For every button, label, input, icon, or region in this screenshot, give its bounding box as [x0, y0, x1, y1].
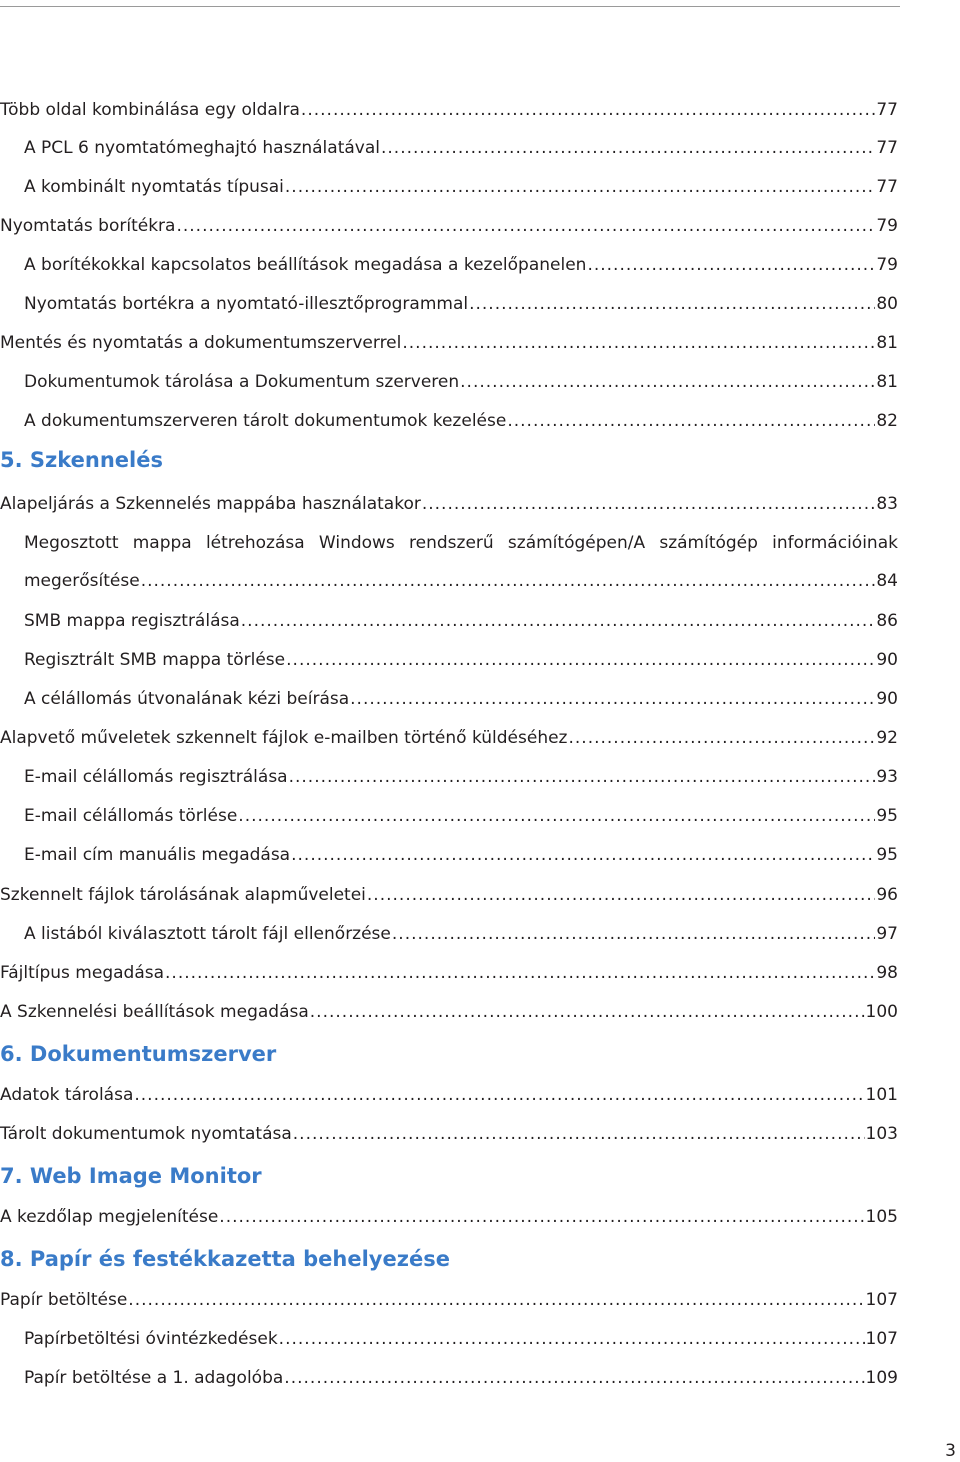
toc-entry-page: 107	[865, 1329, 898, 1349]
toc-entry-title: Papírbetöltési óvintézkedések	[24, 1329, 278, 1349]
toc-entry[interactable]	[24, 251, 898, 279]
toc-entry[interactable]	[24, 173, 898, 201]
dot-leader	[507, 407, 875, 435]
toc-entry[interactable]	[0, 1203, 898, 1231]
toc-entry[interactable]	[0, 96, 898, 124]
toc-entry-title: Nyomtatás borítékra	[0, 216, 176, 236]
toc-entry-title: megerősítése	[24, 571, 140, 591]
toc-entry-page: 109	[865, 1368, 898, 1388]
toc-entry[interactable]	[24, 134, 898, 162]
dot-leader	[301, 96, 875, 124]
dot-leader	[284, 1364, 864, 1392]
toc-entry[interactable]	[0, 212, 898, 240]
toc-entry-page: 105	[865, 1207, 898, 1227]
dot-leader	[381, 134, 875, 162]
toc-entry-page: 98	[876, 963, 898, 983]
toc-entry-page: 86	[876, 611, 898, 631]
dot-leader	[402, 329, 875, 357]
toc-word: létrehozása	[205, 533, 305, 553]
toc-entry-title: SMB mappa regisztrálása	[24, 611, 240, 631]
dot-leader	[367, 881, 875, 909]
toc-entry-title: Adatok tárolása	[0, 1085, 134, 1105]
toc-entry[interactable]	[0, 490, 898, 518]
toc-entry-title: E-mail célállomás törlése	[24, 806, 238, 826]
toc-entry-page: 96	[876, 885, 898, 905]
toc-entry[interactable]	[24, 1364, 898, 1392]
dot-leader	[392, 920, 875, 948]
toc-entry-title: A kombinált nyomtatás típusai	[24, 177, 284, 197]
toc-entry-page: 95	[876, 845, 898, 865]
toc-entry-title: A listából kiválasztott tárolt fájl ellenőrzése	[24, 924, 391, 944]
toc-entry-page: 82	[876, 411, 898, 431]
dot-leader	[587, 251, 875, 279]
toc-entry-page: 84	[876, 571, 898, 591]
dot-leader	[141, 567, 876, 595]
toc-entry-page: 79	[876, 216, 898, 236]
toc-entry[interactable]	[24, 1325, 898, 1353]
toc-entry[interactable]	[24, 763, 898, 791]
toc-entry-title: Szkennelt fájlok tárolásának alapműveletei	[0, 885, 366, 905]
toc-word: Windows	[318, 533, 395, 553]
dot-leader	[128, 1286, 864, 1314]
page-number: 3	[945, 1441, 956, 1461]
toc-entry-page: 77	[876, 177, 898, 197]
header-rule	[0, 6, 900, 7]
toc-entry-page: 107	[865, 1290, 898, 1310]
dot-leader	[285, 173, 875, 201]
toc-entry-page: 90	[876, 689, 898, 709]
toc-entry-title: Tárolt dokumentumok nyomtatása	[0, 1124, 292, 1144]
toc-entry-page: 80	[876, 294, 898, 314]
dot-leader	[134, 1081, 864, 1109]
dot-leader	[219, 1203, 864, 1231]
dot-leader	[568, 724, 875, 752]
toc-entry-page: 83	[876, 494, 898, 514]
toc-entry[interactable]	[0, 1286, 898, 1314]
toc-entry-title: Több oldal kombinálása egy oldalra	[0, 100, 300, 120]
toc-entry[interactable]	[24, 841, 898, 869]
toc-entry-title: Dokumentumok tárolása a Dokumentum szerveren	[24, 372, 460, 392]
toc-entry-page: 100	[865, 1002, 898, 1022]
toc-entry-page: 79	[876, 255, 898, 275]
toc-entry-title: Mentés és nyomtatás a dokumentumszerverrel	[0, 333, 402, 353]
dot-leader	[293, 1120, 865, 1148]
toc-entry-page: 90	[876, 650, 898, 670]
toc-entry[interactable]	[24, 920, 898, 948]
toc-word: információinak	[772, 533, 898, 553]
toc-entry-title: Papír betöltése a 1. adagolóba	[24, 1368, 284, 1388]
dot-leader	[238, 802, 875, 830]
toc-entry-page: 77	[876, 138, 898, 158]
toc-entry[interactable]	[24, 290, 898, 318]
toc-entry-title: Papír betöltése	[0, 1290, 128, 1310]
toc-entry-page: 77	[876, 100, 898, 120]
toc-entry-page: 93	[876, 767, 898, 787]
toc-word: rendszerű	[409, 533, 494, 553]
toc-entry-title: Regisztrált SMB mappa törlése	[24, 650, 286, 670]
toc-entry[interactable]	[0, 998, 898, 1026]
toc-entry-title: Alapeljárás a Szkennelés mappába használatakor	[0, 494, 421, 514]
toc-entry-page: 92	[876, 728, 898, 748]
toc-word: mappa	[132, 533, 192, 553]
toc-entry[interactable]	[0, 881, 898, 909]
toc-entry-title: Nyomtatás bortékra a nyomtató-illesztőprogrammal	[24, 294, 469, 314]
toc-entry-title: A borítékokkal kapcsolatos beállítások megadása a kezelőpanelen	[24, 255, 587, 275]
toc-entry[interactable]	[0, 959, 898, 987]
toc-entry[interactable]	[24, 607, 898, 635]
chapter-heading: 5. Szkennelés	[0, 448, 163, 472]
toc-entry-title: A kezdőlap megjelenítése	[0, 1207, 219, 1227]
toc-entry[interactable]	[24, 368, 898, 396]
chapter-heading: 7. Web Image Monitor	[0, 1164, 262, 1188]
dot-leader	[291, 841, 875, 869]
toc-word: Megosztott	[24, 533, 119, 553]
dot-leader	[469, 290, 875, 318]
toc-entry-page: 95	[876, 806, 898, 826]
dot-leader	[289, 763, 876, 791]
toc-entry-title: Alapvető műveletek szkennelt fájlok e-mailben történő küldéséhez	[0, 728, 568, 748]
toc-entry-title: Fájltípus megadása	[0, 963, 165, 983]
dot-leader	[241, 607, 876, 635]
toc-entry-title: A PCL 6 nyomtatómeghajtó használatával	[24, 138, 380, 158]
dot-leader	[279, 1325, 865, 1353]
toc-entry-title: A Szkennelési beállítások megadása	[0, 1002, 309, 1022]
dot-leader	[310, 998, 865, 1026]
toc-entry-page: 97	[876, 924, 898, 944]
chapter-heading: 6. Dokumentumszerver	[0, 1042, 277, 1066]
dot-leader	[286, 646, 875, 674]
dot-leader	[460, 368, 875, 396]
toc-entry[interactable]	[0, 724, 898, 752]
toc-entry[interactable]	[24, 407, 898, 435]
toc-entry[interactable]	[0, 329, 898, 357]
dot-leader	[165, 959, 875, 987]
toc-entry[interactable]	[24, 567, 898, 595]
toc-entry-title: A dokumentumszerveren tárolt dokumentumok kezelése	[24, 411, 507, 431]
toc-entry-wrapped-line[interactable]	[24, 529, 898, 557]
dot-leader	[350, 685, 875, 713]
toc-entry-title: A célállomás útvonalának kézi beírása	[24, 689, 350, 709]
toc-entry-page: 101	[865, 1085, 898, 1105]
toc-entry-page: 81	[876, 372, 898, 392]
toc-entry[interactable]	[24, 802, 898, 830]
toc-entry[interactable]	[0, 1120, 898, 1148]
chapter-heading: 8. Papír és festékkazetta behelyezése	[0, 1247, 450, 1271]
dot-leader	[422, 490, 876, 518]
toc-word: számítógép	[659, 533, 758, 553]
toc-entry[interactable]	[24, 646, 898, 674]
dot-leader	[176, 212, 875, 240]
toc-entry-page: 103	[865, 1124, 898, 1144]
toc-entry[interactable]	[0, 1081, 898, 1109]
toc-entry-title: E-mail célállomás regisztrálása	[24, 767, 288, 787]
toc-entry-title: E-mail cím manuális megadása	[24, 845, 291, 865]
toc-entry[interactable]	[24, 685, 898, 713]
toc-word: számítógépen/A	[507, 533, 646, 553]
toc-entry-page: 81	[876, 333, 898, 353]
